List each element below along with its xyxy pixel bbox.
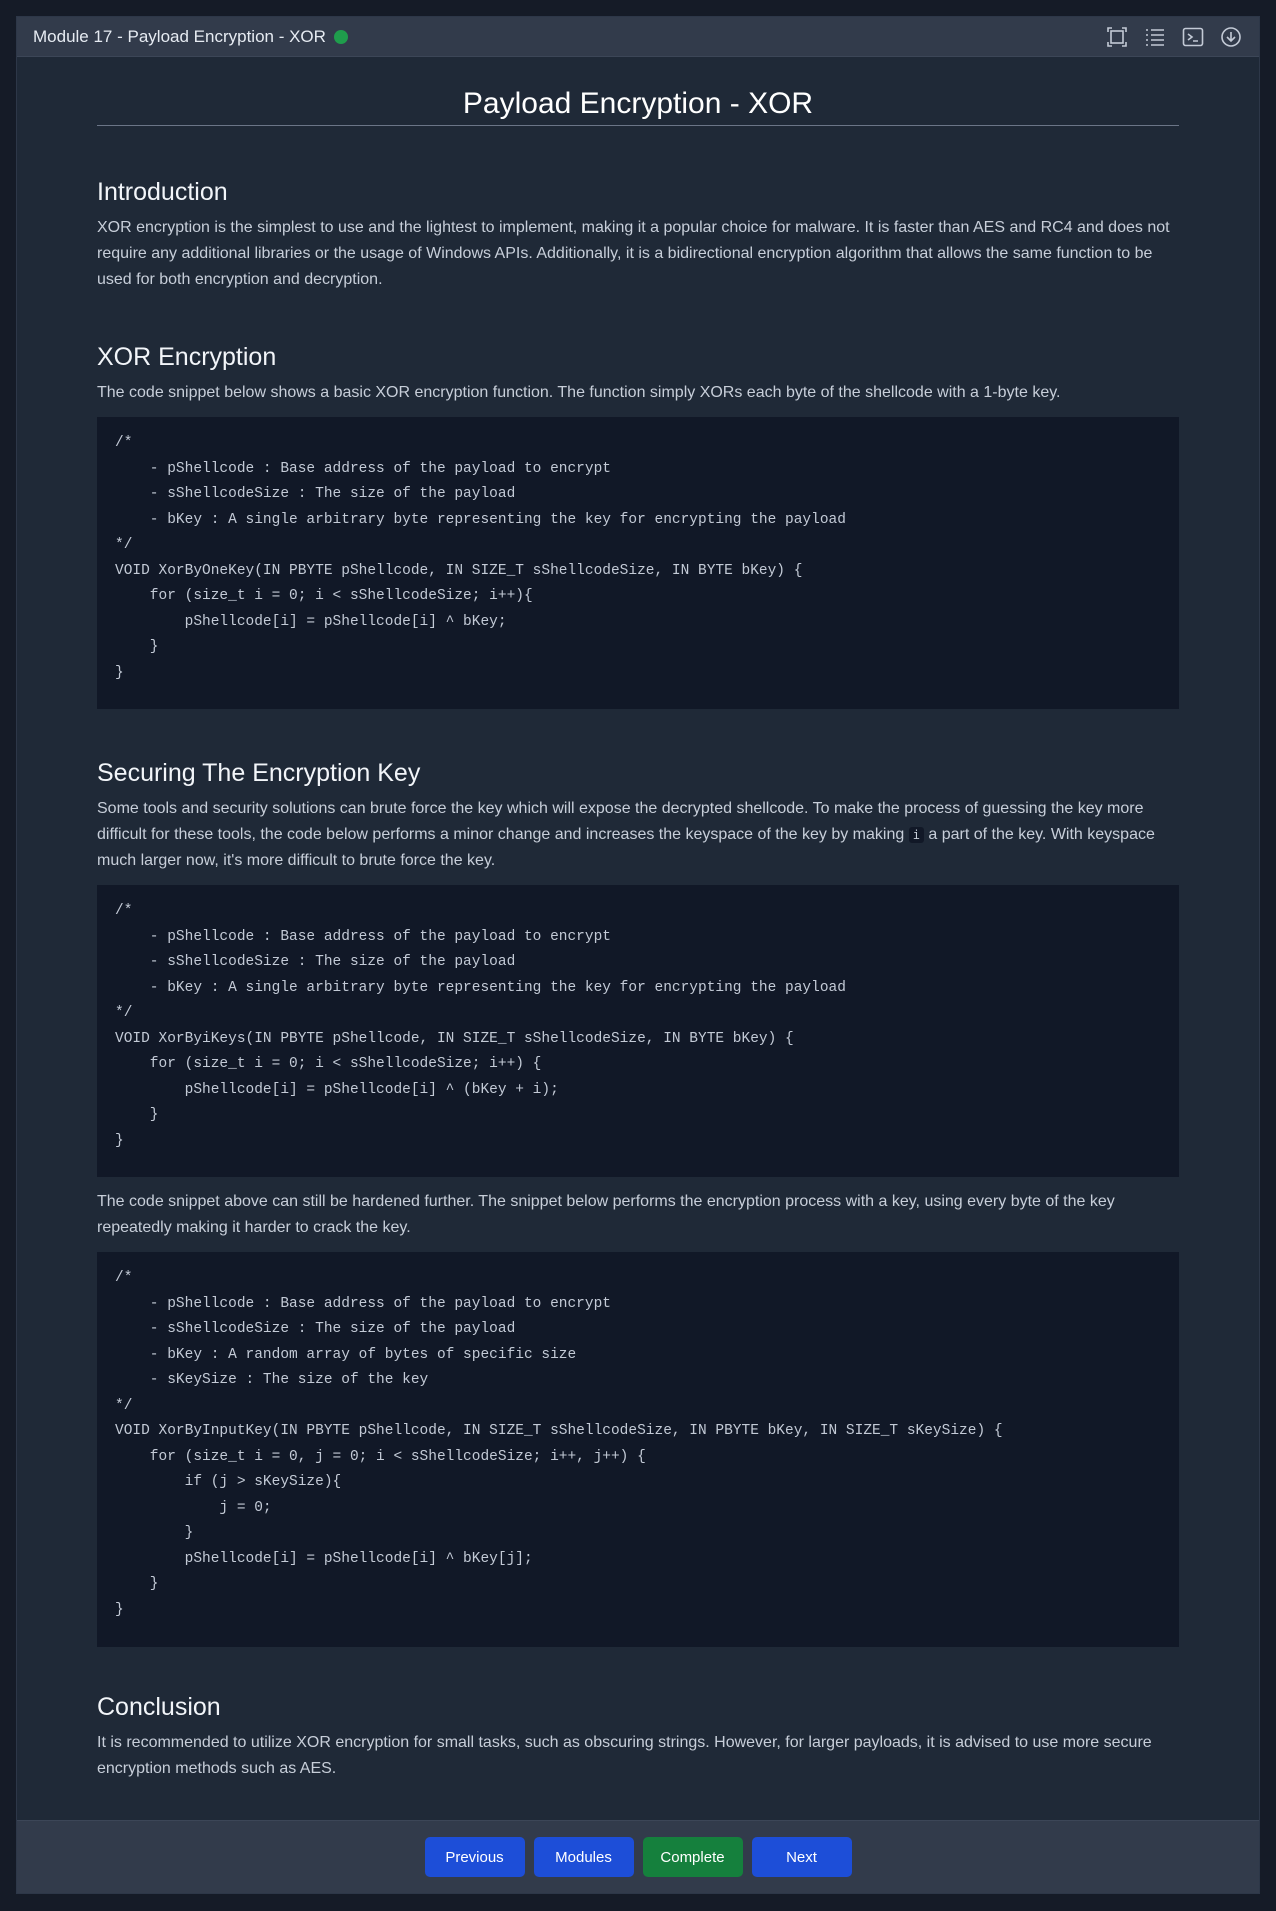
window-title: Module 17 - Payload Encryption - XOR bbox=[33, 26, 326, 46]
inline-code-i: i bbox=[909, 827, 924, 843]
code-block-xor-by-i-keys[interactable]: /* - pShellcode : Base address of the payload to encrypt - sShellcodeSize : The size of the payload - bKey : A single arbitrary byte representing the key for encrypting the payload */ VOID XorByiKeys(IN PBYTE pShellcode, IN SIZE_T sShellcodeSize, IN BYTE bKey) { for (size_t i = 0; i < sShellcodeSize; i++) { pShellcode[i] = pShellcode[i] ^ (bKey + i); } } bbox=[97, 885, 1179, 1177]
introduction-text: XOR encryption is the simplest to use and the lightest to implement, making it a popular choice for malware. It is faster than AES and RC4 and does not require any additional libraries or the usage of Windows APIs. Additionally, it is a bidirectional encryption algorithm that allows the same function to be used for both encryption and decryption. bbox=[97, 219, 1170, 288]
page-title: Payload Encryption - XOR bbox=[97, 57, 1179, 126]
terminal-icon[interactable] bbox=[1181, 25, 1205, 49]
modules-button[interactable]: Modules bbox=[534, 1837, 634, 1877]
securing-text-part1: Some tools and security solutions can brute force the key which will expose the decrypted shellcode. To make the process of guessing the key more difficult for these tools, the code below performs a minor change and increases the keyspace of the key by making bbox=[97, 800, 1144, 843]
next-button[interactable]: Next bbox=[752, 1837, 852, 1877]
title-bar bbox=[17, 17, 1259, 57]
article-content bbox=[97, 57, 1179, 1782]
code-block-xor-by-one-key[interactable]: /* - pShellcode : Base address of the payload to encrypt - sShellcodeSize : The size of the payload - bKey : A single arbitrary byte representing the key for encrypting the payload */ VOID XorByOneKey(IN PBYTE pShellcode, IN SIZE_T sShellcodeSize, IN BYTE bKey) { for (size_t i = 0; i < sShellcodeSize; i++){ pShellcode[i] = pShellcode[i] ^ bKey; } } bbox=[97, 417, 1179, 709]
section-heading-xor-encryption: XOR Encryption bbox=[97, 343, 277, 371]
code-block-xor-by-input-key[interactable]: /* - pShellcode : Base address of the payload to encrypt - sShellcodeSize : The size of the payload - bKey : A random array of bytes of specific size - sKeySize : The size of the key */ VOID XorByInputKey(IN PBYTE pShellcode, IN SIZE_T sShellcodeSize, IN PBYTE bKey, IN SIZE_T sKeySize) { for (size_t i = 0, j = 0; i < sShellcodeSize; i++, j++) { if (j > sKeySize){ j = 0; } pShellcode[i] = pShellcode[i] ^ bKey[j]; } } bbox=[97, 1252, 1179, 1647]
securing-text-part2: a part of the key. With keyspace much larger now, it's more difficult to brute force the key. bbox=[97, 826, 1155, 869]
status-indicator bbox=[334, 30, 348, 44]
section-heading-securing-key: Securing The Encryption Key bbox=[97, 759, 421, 787]
list-icon[interactable] bbox=[1143, 25, 1167, 49]
section-heading-conclusion: Conclusion bbox=[97, 1693, 221, 1721]
previous-button[interactable]: Previous bbox=[425, 1837, 525, 1877]
module-window bbox=[16, 16, 1260, 1894]
toolbar bbox=[1105, 25, 1243, 49]
hardening-text: The code snippet above can still be hardened further. The snippet below performs the encryption process with a key, using every byte of the key repeatedly making it harder to crack the key. bbox=[97, 1193, 1115, 1236]
download-icon[interactable] bbox=[1219, 25, 1243, 49]
section-heading-introduction: Introduction bbox=[97, 178, 228, 206]
securing-key-text bbox=[97, 796, 1179, 874]
complete-button[interactable]: Complete bbox=[643, 1837, 743, 1877]
navigation-bar bbox=[17, 1820, 1259, 1893]
conclusion-text: It is recommended to utilize XOR encryption for small tasks, such as obscuring strings. However, for larger payloads, it is advised to use more secure encryption methods such as AES. bbox=[97, 1734, 1152, 1777]
fullscreen-icon[interactable] bbox=[1105, 25, 1129, 49]
xor-encryption-text: The code snippet below shows a basic XOR encryption function. The function simply XORs each byte of the shellcode with a 1-byte key. bbox=[97, 384, 1061, 401]
